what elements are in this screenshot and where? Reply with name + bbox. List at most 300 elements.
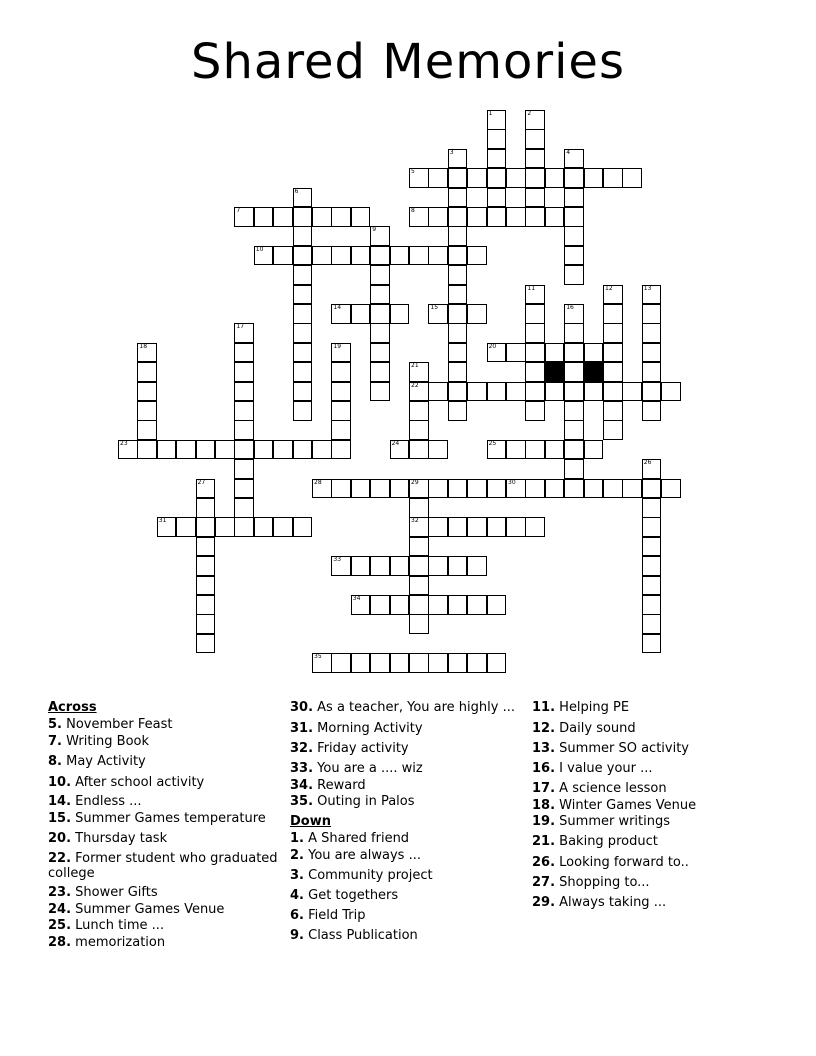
grid-cell[interactable] [642,304,662,324]
grid-cell[interactable] [428,653,448,673]
grid-cell[interactable] [234,479,254,499]
grid-cell[interactable] [525,188,545,208]
grid-cell[interactable] [157,440,177,460]
grid-cell[interactable] [467,595,487,615]
clue-text: Summer Games Venue [71,902,225,917]
clue-text: A science lesson [555,781,667,796]
grid-cell[interactable] [409,440,429,460]
grid-cell[interactable] [642,537,662,557]
grid-cell[interactable] [293,362,313,382]
clue-number: 18. [532,798,556,813]
grid-cell[interactable] [525,401,545,421]
grid-cell[interactable] [428,479,448,499]
clue-number: 4 [566,148,571,156]
grid-cell[interactable] [448,556,468,576]
grid-cell[interactable] [176,440,196,460]
grid-cell[interactable] [370,556,390,576]
grid-cell[interactable] [525,479,545,499]
grid-cell[interactable] [234,323,254,343]
grid-cell[interactable] [428,304,448,324]
grid-cell[interactable] [409,168,429,188]
grid-cell[interactable] [603,479,623,499]
grid-cell[interactable] [487,168,507,188]
clue-item [48,935,288,950]
grid-cell[interactable] [603,343,623,363]
grid-cell[interactable] [196,498,216,518]
grid-cell[interactable] [448,343,468,363]
grid-cell[interactable] [545,207,565,227]
clue-text: Endless ... [71,794,142,809]
grid-cell[interactable] [273,517,293,537]
clue-item [290,741,530,756]
grid-cell[interactable] [564,382,584,402]
grid-cell[interactable] [584,382,604,402]
grid-cell[interactable] [293,440,313,460]
grid-cell[interactable] [331,401,351,421]
clue-text: As a teacher, You are highly ... [313,700,515,715]
grid-cell[interactable] [234,207,254,227]
grid-cell[interactable] [428,168,448,188]
clue-number: 22 [411,381,419,389]
grid-cell[interactable] [215,440,235,460]
grid-cell[interactable] [506,479,526,499]
grid-cell[interactable] [603,323,623,343]
grid-cell[interactable] [448,479,468,499]
grid-cell[interactable] [622,479,642,499]
grid-cell[interactable] [351,595,371,615]
grid-cell[interactable] [234,440,254,460]
grid-cell[interactable] [448,149,468,169]
grid-cell[interactable] [506,382,526,402]
clue-text: Class Publication [303,928,418,943]
grid-cell[interactable] [370,653,390,673]
grid-cell[interactable] [448,382,468,402]
grid-cell[interactable] [331,207,351,227]
grid-cell[interactable] [331,479,351,499]
grid-cell[interactable] [234,459,254,479]
grid-cell[interactable] [390,653,410,673]
grid-cell[interactable] [545,479,565,499]
grid-cell[interactable] [351,207,371,227]
clue-number: 18 [139,342,148,350]
grid-cell[interactable] [564,304,584,324]
grid-cell[interactable] [642,498,662,518]
grid-cell[interactable] [215,517,235,537]
grid-cell[interactable] [603,168,623,188]
grid-cell[interactable] [545,168,565,188]
across-heading: Across [48,700,97,715]
grid-cell[interactable] [564,323,584,343]
grid-cell[interactable] [448,517,468,537]
grid-cell[interactable] [293,323,313,343]
grid-cell[interactable] [525,129,545,149]
grid-cell[interactable] [487,440,507,460]
grid-cell[interactable] [448,226,468,246]
clue-item [290,868,530,883]
grid-cell[interactable] [564,420,584,440]
clue-number: 3 [449,148,454,156]
grid-cell[interactable] [293,285,313,305]
grid-cell[interactable] [293,207,313,227]
grid-cell[interactable] [390,440,410,460]
grid-cell[interactable] [390,479,410,499]
grid-cell[interactable] [428,207,448,227]
grid-cell[interactable] [564,226,584,246]
clue-text: Friday activity [313,741,409,756]
grid-cell[interactable] [487,653,507,673]
grid-cell[interactable] [370,479,390,499]
grid-cell[interactable] [584,440,604,460]
clue-number: 24 [391,439,400,447]
clue-item [48,918,288,933]
grid-cell[interactable] [564,343,584,363]
grid-cell[interactable] [409,479,429,499]
clue-number: 30 [508,478,516,486]
clue-number: 34 [352,595,361,602]
grid-cell[interactable] [234,420,254,440]
grid-cell[interactable] [545,382,565,402]
grid-cell[interactable] [448,168,468,188]
grid-cell[interactable] [370,285,390,305]
clue-item [48,811,288,826]
grid-cell[interactable] [428,440,448,460]
grid-cell[interactable] [448,188,468,208]
clue-number: 33. [290,761,314,776]
grid-cell[interactable] [196,576,216,596]
grid-cell[interactable] [642,479,662,499]
grid-cell[interactable] [448,362,468,382]
grid-cell[interactable] [642,285,662,305]
grid-cell[interactable] [254,246,274,266]
grid-cell[interactable] [448,323,468,343]
grid-cell[interactable] [312,246,332,266]
grid-cell[interactable] [370,246,390,266]
grid-cell[interactable] [584,343,604,363]
grid-cell[interactable] [467,556,487,576]
grid-cell[interactable] [293,343,313,363]
grid-cell[interactable] [642,343,662,363]
grid-cell[interactable] [196,517,216,537]
grid-cell[interactable] [137,420,157,440]
grid-cell[interactable] [331,556,351,576]
grid-cell[interactable] [293,265,313,285]
clue-number: 20 [488,342,497,350]
clue-text: Winter Games Venue [555,798,697,813]
grid-cell[interactable] [293,188,313,208]
grid-cell[interactable] [234,401,254,421]
grid-cell[interactable] [312,653,332,673]
grid-cell[interactable] [370,226,390,246]
grid-cell[interactable] [448,304,468,324]
grid-cell[interactable] [234,517,254,537]
grid-cell[interactable] [196,440,216,460]
grid-cell[interactable] [331,246,351,266]
grid-cell[interactable] [254,440,274,460]
grid-cell[interactable] [273,207,293,227]
grid-cell[interactable] [196,614,216,634]
grid-cell[interactable] [351,246,371,266]
grid-cell[interactable] [409,537,429,557]
grid-cell[interactable] [467,479,487,499]
grid-cell[interactable] [157,517,177,537]
grid-cell[interactable] [196,537,216,557]
clue-number: 8. [48,754,62,769]
grid-cell[interactable] [370,362,390,382]
grid-cell[interactable] [525,440,545,460]
grid-cell[interactable] [525,343,545,363]
clue-item [290,700,530,715]
grid-cell[interactable] [137,401,157,421]
grid-cell[interactable] [661,382,681,402]
grid-cell[interactable] [448,285,468,305]
grid-cell[interactable] [293,382,313,402]
grid-cell[interactable] [642,323,662,343]
grid-cell[interactable] [487,110,507,130]
grid-cell[interactable] [312,440,332,460]
grid-cell[interactable] [409,595,429,615]
grid-cell[interactable] [642,362,662,382]
grid-cell[interactable] [525,517,545,537]
grid-cell[interactable] [137,382,157,402]
grid-cell[interactable] [409,517,429,537]
grid-cell[interactable] [564,207,584,227]
grid-cell[interactable] [409,576,429,596]
grid-cell[interactable] [351,304,371,324]
grid-cell[interactable] [196,595,216,615]
grid-cell[interactable] [564,149,584,169]
grid-cell[interactable] [293,517,313,537]
grid-cell[interactable] [390,304,410,324]
grid-cell[interactable] [234,343,254,363]
grid-cell[interactable] [331,362,351,382]
grid-cell[interactable] [642,382,662,402]
clue-number: 21 [411,362,419,370]
grid-cell[interactable] [506,207,526,227]
grid-cell[interactable] [176,517,196,537]
grid-cell[interactable] [448,207,468,227]
grid-cell[interactable] [428,382,448,402]
grid-cell[interactable] [448,401,468,421]
grid-cell[interactable] [234,362,254,382]
grid-cell[interactable] [428,246,448,266]
clue-number: 15 [430,304,439,311]
grid-cell[interactable] [603,362,623,382]
grid-cell[interactable] [312,207,332,227]
grid-cell[interactable] [351,653,371,673]
grid-cell[interactable] [273,246,293,266]
grid-cell[interactable] [234,382,254,402]
clue-number: 31. [290,721,314,736]
clue-text: November Feast [61,717,173,732]
grid-cell[interactable] [390,246,410,266]
grid-cell[interactable] [448,653,468,673]
grid-cell[interactable] [487,595,507,615]
grid-cell[interactable] [196,556,216,576]
grid-cell[interactable] [331,304,351,324]
grid-cell[interactable] [545,440,565,460]
grid-cell[interactable] [467,168,487,188]
grid-cell[interactable] [487,479,507,499]
grid-cell[interactable] [584,168,604,188]
grid-cell[interactable] [622,382,642,402]
grid-cell[interactable] [137,362,157,382]
grid-cell[interactable] [525,382,545,402]
clue-text: You are always ... [303,848,421,863]
grid-cell[interactable] [564,246,584,266]
grid-cell[interactable] [331,343,351,363]
grid-cell[interactable] [525,362,545,382]
grid-cell[interactable] [525,110,545,130]
grid-cell[interactable] [293,226,313,246]
grid-cell[interactable] [467,653,487,673]
grid-cell[interactable] [390,556,410,576]
grid-cell[interactable] [564,265,584,285]
grid-cell[interactable] [525,168,545,188]
grid-cell[interactable] [370,304,390,324]
grid-cell[interactable] [370,265,390,285]
grid-cell[interactable] [467,382,487,402]
grid-cell[interactable] [487,207,507,227]
grid-cell[interactable] [603,420,623,440]
grid-cell[interactable] [428,517,448,537]
grid-cell[interactable] [622,168,642,188]
clue-number: 8 [411,207,415,214]
grid-cell[interactable] [642,576,662,596]
grid-cell[interactable] [293,246,313,266]
grid-cell[interactable] [487,517,507,537]
grid-cell[interactable] [525,149,545,169]
clue-item [532,798,772,813]
grid-cell[interactable] [525,304,545,324]
grid-cell[interactable] [487,343,507,363]
grid-cell[interactable] [254,207,274,227]
grid-cell[interactable] [564,479,584,499]
grid-cell[interactable] [642,634,662,654]
grid-cell[interactable] [525,285,545,305]
grid-cell[interactable] [118,440,138,460]
grid-cell[interactable] [390,595,410,615]
grid-cell[interactable] [448,265,468,285]
grid-cell[interactable] [525,207,545,227]
grid-cell[interactable] [642,614,662,634]
grid-cell[interactable] [642,459,662,479]
clue-number: 29 [411,478,419,486]
grid-cell[interactable] [564,362,584,382]
grid-cell[interactable] [409,498,429,518]
clue-number: 33 [333,556,342,564]
clue-text: Summer SO activity [555,741,689,756]
clue-number: 14. [48,794,72,809]
grid-cell[interactable] [409,420,429,440]
clue-number: 2 [527,110,532,117]
grid-cell[interactable] [137,343,157,363]
grid-cell[interactable] [351,479,371,499]
grid-cell[interactable] [467,246,487,266]
grid-cell[interactable] [642,556,662,576]
clue-text: Summer Games temperature [71,811,266,826]
grid-cell[interactable] [409,614,429,634]
grid-cell[interactable] [196,479,216,499]
grid-cell[interactable] [409,246,429,266]
grid-cell[interactable] [487,188,507,208]
grid-cell[interactable] [409,653,429,673]
grid-cell[interactable] [409,207,429,227]
grid-cell[interactable] [331,440,351,460]
grid-cell[interactable] [467,304,487,324]
clue-number: 6 [294,187,299,195]
grid-cell[interactable] [642,517,662,537]
grid-cell[interactable] [331,382,351,402]
grid-cell[interactable] [603,285,623,305]
grid-cell[interactable] [487,149,507,169]
clue-number: 10. [48,775,72,790]
grid-cell[interactable] [564,188,584,208]
grid-cell[interactable] [564,168,584,188]
grid-cell[interactable] [137,440,157,460]
grid-cell[interactable] [293,304,313,324]
grid-cell[interactable] [564,459,584,479]
grid-cell[interactable] [506,517,526,537]
grid-cell[interactable] [331,420,351,440]
grid-cell[interactable] [448,595,468,615]
grid-cell[interactable] [487,382,507,402]
grid-cell[interactable] [196,634,216,654]
grid-cell[interactable] [525,323,545,343]
grid-cell[interactable] [370,323,390,343]
clue-text: Daily sound [555,721,636,736]
grid-cell[interactable] [409,556,429,576]
grid-cell[interactable] [506,440,526,460]
grid-cell[interactable] [273,440,293,460]
grid-cell[interactable] [545,343,565,363]
grid-cell[interactable] [331,653,351,673]
clue-number: 13. [532,741,556,756]
grid-cell[interactable] [642,595,662,615]
grid-cell[interactable] [467,517,487,537]
grid-cell[interactable] [584,479,604,499]
grid-cell[interactable] [506,168,526,188]
grid-cell[interactable] [661,479,681,499]
clue-text: memorization [71,935,166,950]
grid-cell[interactable] [409,382,429,402]
grid-cell[interactable] [448,246,468,266]
grid-cell[interactable] [603,382,623,402]
grid-cell[interactable] [428,595,448,615]
grid-cell[interactable] [467,207,487,227]
grid-cell[interactable] [603,401,623,421]
grid-cell[interactable] [312,479,332,499]
grid-cell[interactable] [564,401,584,421]
clue-item [290,888,530,903]
grid-cell[interactable] [370,343,390,363]
grid-cell[interactable] [370,382,390,402]
grid-cell[interactable] [428,556,448,576]
grid-cell[interactable] [409,362,429,382]
grid-cell[interactable] [506,343,526,363]
grid-cell[interactable] [351,556,371,576]
grid-cell[interactable] [370,595,390,615]
clue-number: 12. [532,721,556,736]
grid-cell[interactable] [234,498,254,518]
grid-cell[interactable] [564,440,584,460]
clue-number: 13 [643,284,652,292]
grid-cell[interactable] [603,304,623,324]
grid-cell[interactable] [487,129,507,149]
grid-cell[interactable] [254,517,274,537]
grid-cell[interactable] [409,401,429,421]
grid-cell[interactable] [293,401,313,421]
grid-cell[interactable] [642,401,662,421]
